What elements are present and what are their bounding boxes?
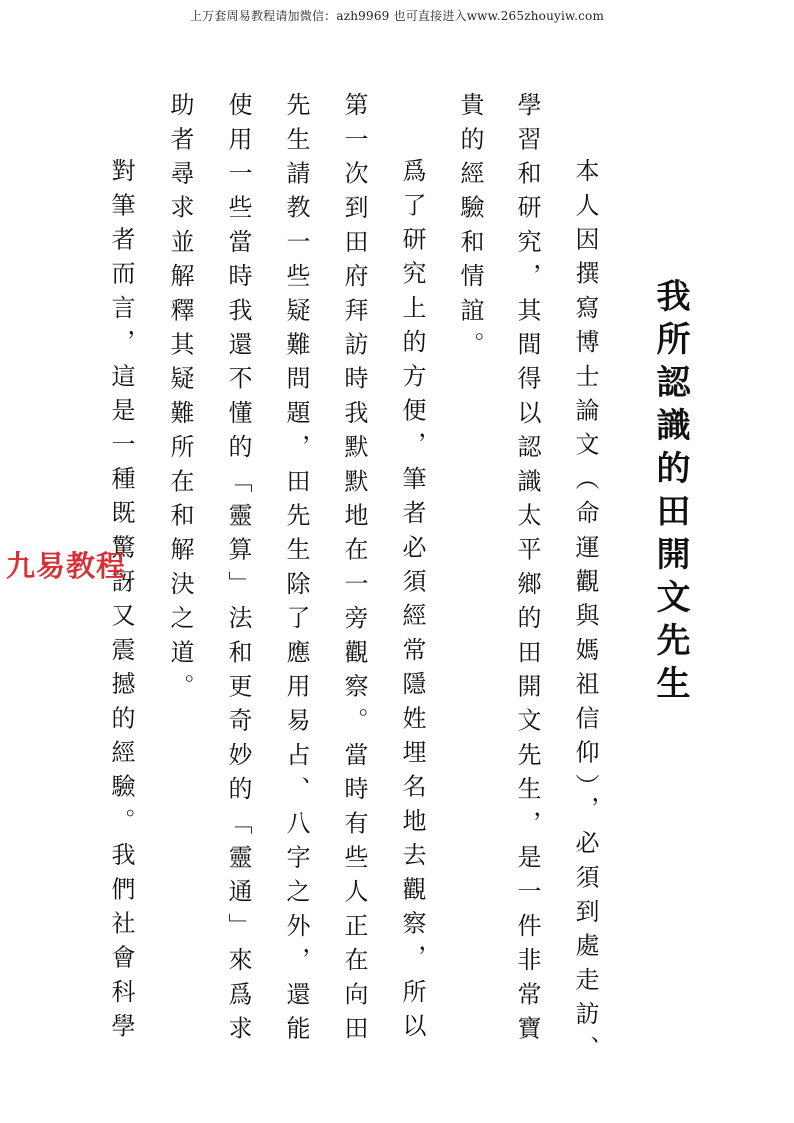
text-column-5: 第一次到田府拜訪時我默默地在一旁觀察。當時有些人正在向田 [340,92,368,1050]
text-column-1: 本人因撰寫博士論文（命運觀與媽祖信仰），必須到處走訪、 [571,158,599,1070]
article-title: 我所認識的田開文先生 [650,278,690,708]
text-column-6: 先生請教一些疑難問題，田先生除了應用易占、八字之外，還能 [282,92,310,1050]
text-column-7: 使用一些當時我還不懂的「靈算」法和更奇妙的「靈通」來爲求 [224,92,252,1050]
watermark-logo-text: 九易教程 [6,549,127,583]
text-column-3: 貴的經驗和情誼。 [456,92,484,366]
text-column-4: 爲了研究上的方便，筆者必須經常隱姓埋名地去觀察，所以 [398,158,426,1048]
header-promo-text: 上万套周易教程请加微信：azh9969 也可直接进入www.265zhouyiw.com [189,9,605,23]
text-column-2: 學習和研究，其間得以認識太平鄉的田開文先生，是一件非常寶 [513,92,541,1050]
text-column-8: 助者尋求並解釋其疑難所在和解決之道。 [166,92,194,708]
text-column-9: 對筆者而言，這是一種既驚訝又震撼的經驗。我們社會科學 [107,158,135,1048]
